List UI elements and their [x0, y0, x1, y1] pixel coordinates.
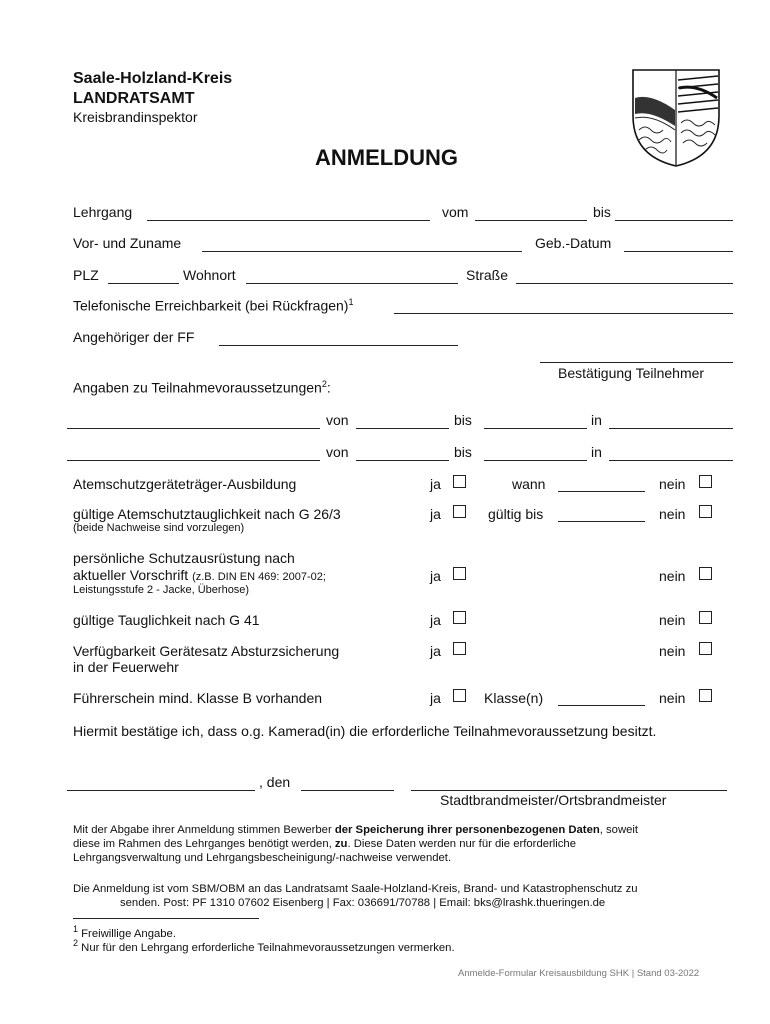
ja-label: ja	[430, 506, 441, 522]
g41-ja-checkbox[interactable]	[453, 611, 466, 624]
absturz-nein-checkbox[interactable]	[699, 642, 712, 655]
klasse-field[interactable]	[558, 705, 645, 706]
absturz-label-line1: Verfügbarkeit Gerätesatz Absturzsicherung	[73, 643, 340, 659]
privacy-line1: Mit der Abgabe ihrer Anmeldung stimmen Bewerber der Speicherung ihrer personenbezogenen Daten, soweit	[73, 824, 639, 836]
ja-label: ja	[430, 568, 441, 584]
footnote-1: $^1$ Freiwillige Angabe.	[73, 924, 176, 940]
angaben-2-bis-field[interactable]	[484, 460, 587, 461]
von-label: von	[326, 444, 349, 460]
privacy-line3: Lehrgangsverwaltung und Lehrgangsbescheinigung/-nachweise verwendet.	[73, 852, 452, 864]
atemschutz-ja-checkbox[interactable]	[453, 475, 466, 488]
lehrgang-field[interactable]	[147, 220, 430, 221]
bestaetigung-label: Bestätigung Teilnehmer	[558, 365, 705, 381]
klasse-label: Klasse(n)	[484, 690, 544, 706]
org-role: Kreisbrandinspektor	[73, 109, 198, 125]
geb-label: Geb.-Datum	[535, 235, 612, 251]
g263-ja-checkbox[interactable]	[453, 505, 466, 518]
brandmeister-signature-field[interactable]	[411, 790, 727, 791]
form-title: ANMELDUNG	[315, 145, 458, 170]
strasse-label: Straße	[466, 267, 509, 283]
org-department: LANDRATSAMT	[73, 90, 195, 107]
ja-label: ja	[430, 476, 441, 492]
in-label: in	[591, 444, 602, 460]
g263-label: gültige Atemschutztauglichkeit nach G 26/3	[73, 506, 341, 522]
ja-label: ja	[430, 643, 441, 659]
footer-text: Anmelde-Formular Kreisausbildung SHK | Stand 03-2022	[458, 968, 700, 979]
g41-label: gültige Tauglichkeit nach G 41	[73, 612, 260, 628]
ff-field[interactable]	[219, 345, 458, 346]
in-label: in	[591, 412, 602, 428]
bis-label: bis	[593, 204, 611, 220]
angaben-2-von-field[interactable]	[356, 460, 449, 461]
name-field[interactable]	[202, 251, 522, 252]
angaben-label: Angaben zu Teilnahmevoraussetzungen$^2$:	[73, 379, 331, 396]
psa-label-line3: Leistungsstufe 2 - Jacke, Überhose)	[73, 584, 250, 596]
g263-note: (beide Nachweise sind vorzulegen)	[73, 522, 245, 534]
fuehrerschein-ja-checkbox[interactable]	[453, 689, 466, 702]
footnote-divider	[73, 918, 259, 919]
bis-label: bis	[454, 444, 472, 460]
name-label: Vor- und Zuname	[73, 235, 182, 251]
org-name: Saale-Holzland-Kreis	[73, 70, 233, 87]
ja-label: ja	[430, 690, 441, 706]
vom-field[interactable]	[475, 220, 587, 221]
confirmation-text: Hiermit bestätige ich, dass o.g. Kamerad(in) die erforderliche Teilnahmevoraussetzung besitzt.	[73, 723, 657, 739]
atemschutz-wann-field[interactable]	[558, 491, 645, 492]
von-label: von	[326, 412, 349, 428]
absturz-label-line2: in der Feuerwehr	[73, 659, 179, 675]
absturz-ja-checkbox[interactable]	[453, 642, 466, 655]
privacy-line2: diese im Rahmen des Lehrganges benötigt werden, zu. Diese Daten werden nur für die erforderliche	[73, 838, 577, 850]
teilnehmer-signature-field[interactable]	[540, 362, 733, 363]
bis-field[interactable]	[615, 220, 733, 221]
psa-ja-checkbox[interactable]	[453, 567, 466, 580]
g41-nein-checkbox[interactable]	[699, 611, 712, 624]
telefon-field[interactable]	[394, 313, 733, 314]
g263-gueltig-bis-field[interactable]	[558, 521, 645, 522]
nein-label: nein	[659, 476, 686, 492]
submission-line2: senden. Post: PF 1310 07602 Eisenberg | Fax: 036691/70788 | Email: bks@lrashk.thueringen.de	[120, 897, 606, 909]
atemschutz-label: Atemschutzgeräteträger-Ausbildung	[73, 476, 297, 492]
angaben-1-field[interactable]	[67, 428, 320, 429]
nein-label: nein	[659, 690, 686, 706]
footnote-2: $^2$ Nur für den Lehrgang erforderliche Teilnahmevoraussetzungen vermerken.	[73, 938, 455, 954]
datum-field[interactable]	[301, 790, 394, 791]
wohnort-label: Wohnort	[183, 267, 236, 283]
strasse-field[interactable]	[516, 283, 733, 284]
ja-label: ja	[430, 612, 441, 628]
nein-label: nein	[659, 568, 686, 584]
angaben-1-bis-field[interactable]	[484, 428, 587, 429]
vom-label: vom	[442, 204, 469, 220]
fuehrerschein-label: Führerschein mind. Klasse B vorhanden	[73, 690, 323, 706]
brandmeister-label: Stadtbrandmeister/Ortsbrandmeister	[440, 792, 667, 808]
fuehrerschein-nein-checkbox[interactable]	[699, 689, 712, 702]
gueltig-bis-label: gültig bis	[488, 506, 544, 522]
bis-label: bis	[454, 412, 472, 428]
wohnort-field[interactable]	[246, 283, 458, 284]
angaben-2-field[interactable]	[67, 460, 320, 461]
ort-field[interactable]	[67, 790, 255, 791]
angaben-1-von-field[interactable]	[356, 428, 449, 429]
angaben-1-in-field[interactable]	[609, 428, 733, 429]
plz-field[interactable]	[108, 283, 179, 284]
wann-label: wann	[512, 476, 546, 492]
psa-label-line1: persönliche Schutzausrüstung nach	[73, 550, 295, 566]
atemschutz-nein-checkbox[interactable]	[699, 475, 712, 488]
nein-label: nein	[659, 612, 686, 628]
psa-nein-checkbox[interactable]	[699, 567, 712, 580]
ff-label: Angehöriger der FF	[73, 329, 195, 345]
psa-label-line2: aktueller Vorschrift (z.B. DIN EN 469: 2007-02;	[73, 567, 326, 583]
plz-label: PLZ	[73, 267, 99, 283]
coat-of-arms-icon	[631, 68, 721, 168]
telefon-label: Telefonische Erreichbarkeit (bei Rückfragen)$^1$	[73, 297, 354, 314]
g263-nein-checkbox[interactable]	[699, 505, 712, 518]
den-label: , den	[259, 774, 291, 790]
nein-label: nein	[659, 506, 686, 522]
lehrgang-label: Lehrgang	[73, 204, 133, 220]
angaben-2-in-field[interactable]	[609, 460, 733, 461]
geb-field[interactable]	[624, 251, 733, 252]
submission-line1: Die Anmeldung ist vom SBM/OBM an das Landratsamt Saale-Holzland-Kreis, Brand- und Katastrophenschutz zu	[73, 883, 638, 895]
nein-label: nein	[659, 643, 686, 659]
